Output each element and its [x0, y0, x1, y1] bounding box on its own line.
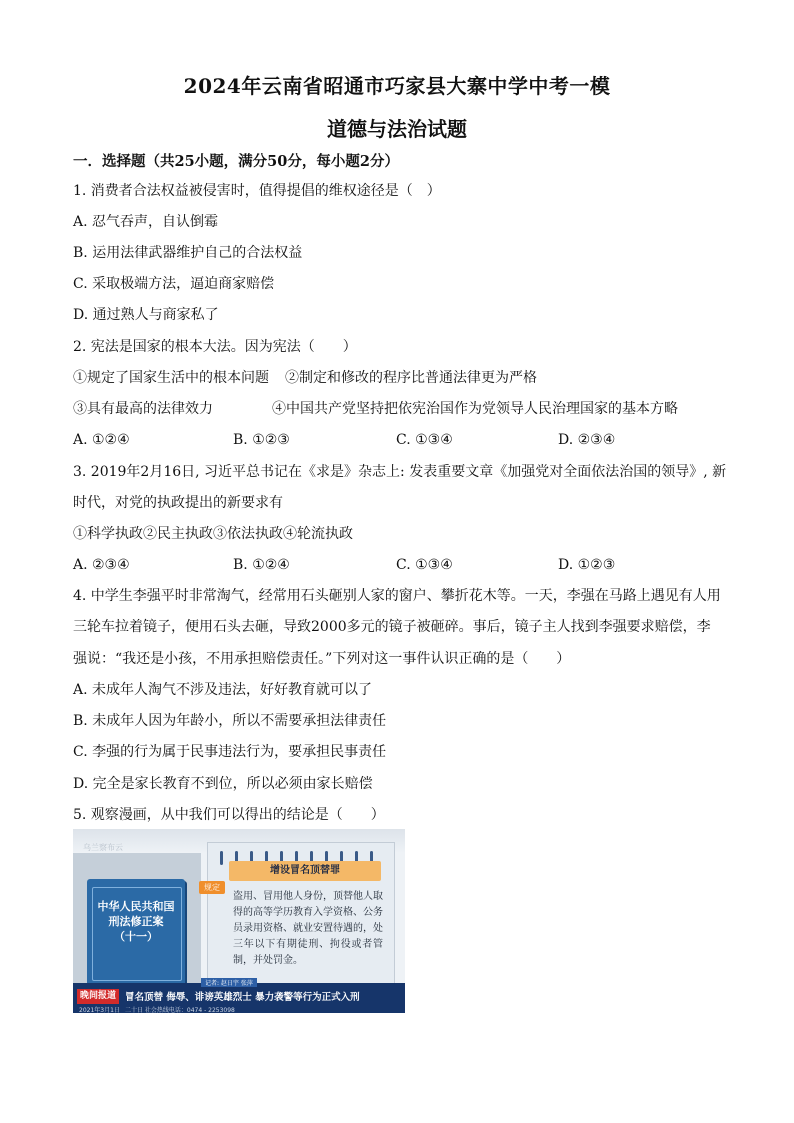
question-2-stem: 2. 宪法是国家的根本大法。因为宪法（ ） [73, 339, 357, 355]
question-5-image [73, 829, 405, 1013]
question-1-option-c: C. 采取极端方法，逼迫商家赔偿 [73, 276, 275, 292]
image-watermark: 乌兰察布云 [83, 843, 123, 852]
exam-title: 2024年云南省昭通市巧家县大寨中学中考一模 [183, 74, 611, 98]
question-4-option-a: A. 未成年人淘气不涉及违法，好好教育就可以了 [73, 682, 373, 698]
question-4-option-c: C. 李强的行为属于民事违法行为，要承担民事责任 [73, 744, 387, 760]
question-2-item-1: ①规定了国家生活中的根本问题 [73, 370, 269, 386]
broadcast-date: 2021年3月1日 [79, 1007, 120, 1013]
question-3-option-a: A. ②③④ [73, 557, 130, 573]
question-2-item-2: ②制定和修改的程序比普通法律更为严格 [285, 370, 537, 386]
law-book-title [87, 899, 185, 944]
question-4-stem-line-3: 强说：“我还是小孩，不用承担赔偿责任。”下列对这一事件认识正确的是（ ） [73, 651, 571, 667]
regulation-tag: 规定 [199, 881, 225, 894]
law-book-title-line-3: （十一） [114, 930, 158, 943]
question-1-option-d: D. 通过熟人与商家私了 [73, 307, 219, 323]
question-3-option-b: B. ①②④ [233, 557, 290, 573]
section-heading: 一．选择题（共25小题，满分50分，每小题2分） [73, 153, 399, 170]
question-4-stem-line-1: 4. 中学生李强平时非常淘气，经常用石头砸别人家的窗户、攀折花木等。一天，李强在马路上遇见有人用 [73, 588, 721, 604]
news-headline: 冒名顶替 侮辱、诽谤英雄烈士 暴力袭警等行为正式入刑 [125, 992, 360, 1003]
question-4-option-d: D. 完全是家长教育不到位，所以必须由家长赔偿 [73, 776, 373, 792]
question-2-option-d: D. ②③④ [558, 432, 616, 448]
exam-subtitle: 道德与法治试题 [327, 117, 467, 141]
news-program-logo: 晚间报道 [77, 989, 119, 1004]
hotline-text: 二十日 社会热线电话：0474 - 2253098 [125, 1007, 235, 1013]
law-book-title-line-2: 刑法修正案 [108, 915, 164, 928]
question-3-items: ①科学执政②民主执政③依法执政④轮流执政 [73, 526, 353, 542]
crime-description: 盗用、冒用他人身份，顶替他人取得的高等学历教育入学资格、公务员录用资格、就业安置待遇的，处三年以下有期徒刑、拘役或者管制，并处罚金。 [233, 891, 383, 966]
question-1-stem: 1. 消费者合法权益被侵害时，值得提倡的维权途径是（ ） [73, 183, 441, 199]
question-4-option-b: B. 未成年人因为年龄小，所以不需要承担法律责任 [73, 713, 387, 729]
question-2-option-b: B. ①②③ [233, 432, 290, 448]
question-3-stem-line-2: 时代，对党的执政提出的新要求有 [73, 495, 283, 511]
question-3-option-c: C. ①③④ [396, 557, 453, 573]
question-1-option-b: B. 运用法律武器维护自己的合法权益 [73, 245, 303, 261]
question-1-option-a: A. 忍气吞声，自认倒霉 [73, 214, 219, 230]
law-book [87, 879, 185, 987]
question-2-item-4: ④中国共产党坚持把依宪治国作为党领导人民治理国家的基本方略 [272, 401, 678, 417]
crime-title-bar: 增设冒名顶替罪 [229, 861, 381, 881]
notepad-ring [220, 851, 223, 865]
question-2-item-3: ③具有最高的法律效力 [73, 401, 213, 417]
question-2-option-a: A. ①②④ [73, 432, 130, 448]
reporter-caption: 记者: 赵日宇 张萍 [201, 978, 257, 987]
question-5-stem: 5. 观察漫画，从中我们可以得出的结论是（ ） [73, 807, 385, 823]
question-2-option-c: C. ①③④ [396, 432, 453, 448]
question-3-option-d: D. ①②③ [558, 557, 616, 573]
question-3-stem-line-1: 3. 2019年2月16日, 习近平总书记在《求是》杂志上: 发表重要文章《加强党对全面依法治国的领导》, 新 [73, 464, 727, 480]
law-book-title-line-1: 中华人民共和国 [97, 900, 175, 913]
question-4-stem-line-2: 三轮车拉着镜子，便用石头去砸，导致2000多元的镜子被砸碎。事后，镜子主人找到李强要求赔偿，李 [73, 619, 711, 635]
